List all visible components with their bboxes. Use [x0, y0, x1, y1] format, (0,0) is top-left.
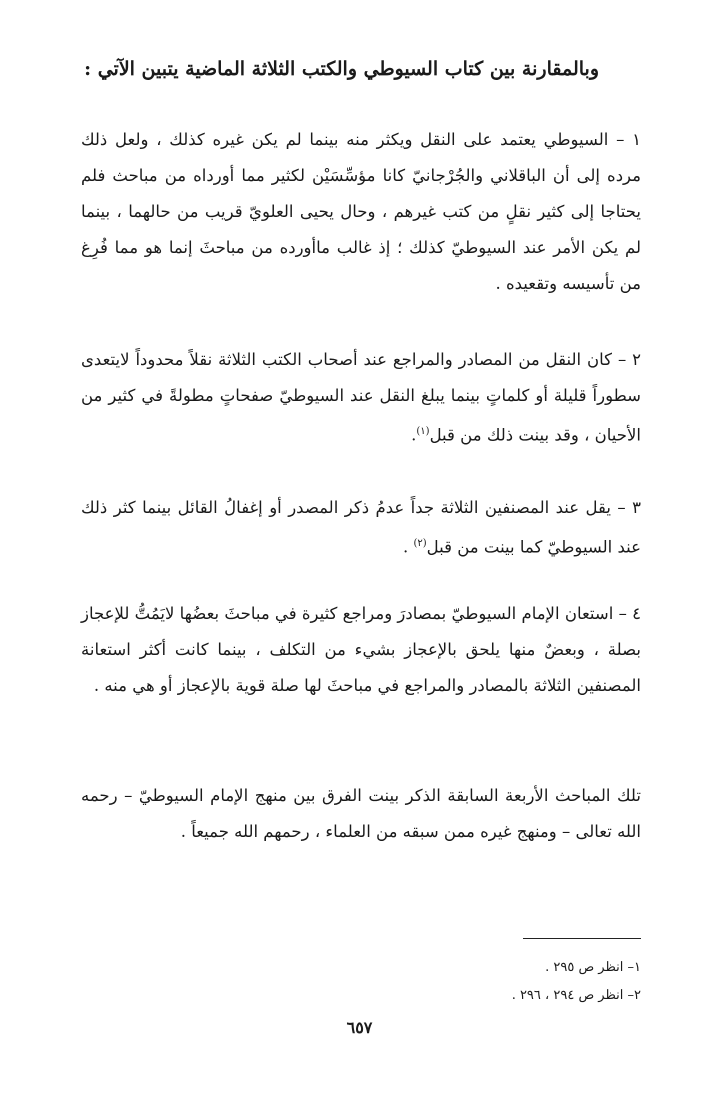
footnote-2: ٢– انظر ص ٢٩٤ ، ٢٩٦ . — [511, 988, 641, 1003]
footnote-ref-1[interactable]: (١) — [416, 426, 430, 437]
paragraph-2-text: ٢ – كان النقل من المصادر والمراجع عند أصحاب الكتب الثلاثة نقلاً محدوداً لايتعدى سطوراً قليلة أو كلماتٍ بينما يبلغ النقل عند السيوطيّ صفحاتٍ مطولةً في كثير من الأحيان ، وقد بينت ذلك من قبل — [81, 350, 641, 445]
footnote-1: ١– انظر ص ٢٩٥ . — [545, 960, 641, 975]
paragraph-1: ١ – السيوطي يعتمد على النقل ويكثر منه بينما لم يكن غيره كذلك ، ولعل ذلك مرده إلى أن الباقلاني والجُرْجانيّ كانا مؤسِّسَيْن لكثير مما أورداه من مباحث فلم يحتاجا إلى كثير نقلٍ من كتب غيرهم ، وحال يحيى العلويّ قريب من حالهما ، بينما لم يكن الأمر عند السيوطيّ كذلك ؛ إذ غالب ماأورده من مباحثَ إنما هو مما فُرِغ من تأسيسه وتقعيده . — [81, 130, 641, 293]
page-number: ٦٥٧ — [346, 1018, 373, 1037]
paragraph-2-end: . — [411, 425, 417, 445]
paragraph-3 — [81, 490, 641, 566]
paragraph-4: ٤ – استعان الإمام السيوطيّ بمصادرَ ومراجع كثيرة في مباحثَ بعضُها لايَمُتُّ للإعجاز بصلة ، وبعضٌ منها يلحق بالإعجاز بشيء من التكلف ، بينما كانت أكثر استعانة المصنفين الثلاثة بالمصادر والمراجع في مباحثَ لها صلة قوية بالإعجاز أو هي منه . — [81, 604, 641, 695]
paragraph-3-text: ٣ – يقل عند المصنفين الثلاثة جداً عدمُ ذكر المصدر أو إغفالُ القائل بينما كثر ذلك عند السيوطيّ كما بينت من قبل — [81, 498, 641, 557]
paragraph-5: تلك المباحث الأربعة السابقة الذكر بينت الفرق بين منهج الإمام السيوطيّ – رحمه الله تعالى – ومنهج غيره ممن سبقه من العلماء ، رحمهم الله جميعاً . — [81, 786, 641, 841]
paragraph-3-end: . — [402, 537, 414, 557]
footnote-divider — [523, 938, 641, 939]
footnote-ref-2[interactable]: (٢) — [413, 538, 427, 549]
paragraph-2 — [81, 342, 641, 454]
section-heading: وبالمقارنة بين كتاب السيوطي والكتب الثلاثة الماضية يتبين الآتي : — [84, 58, 599, 80]
